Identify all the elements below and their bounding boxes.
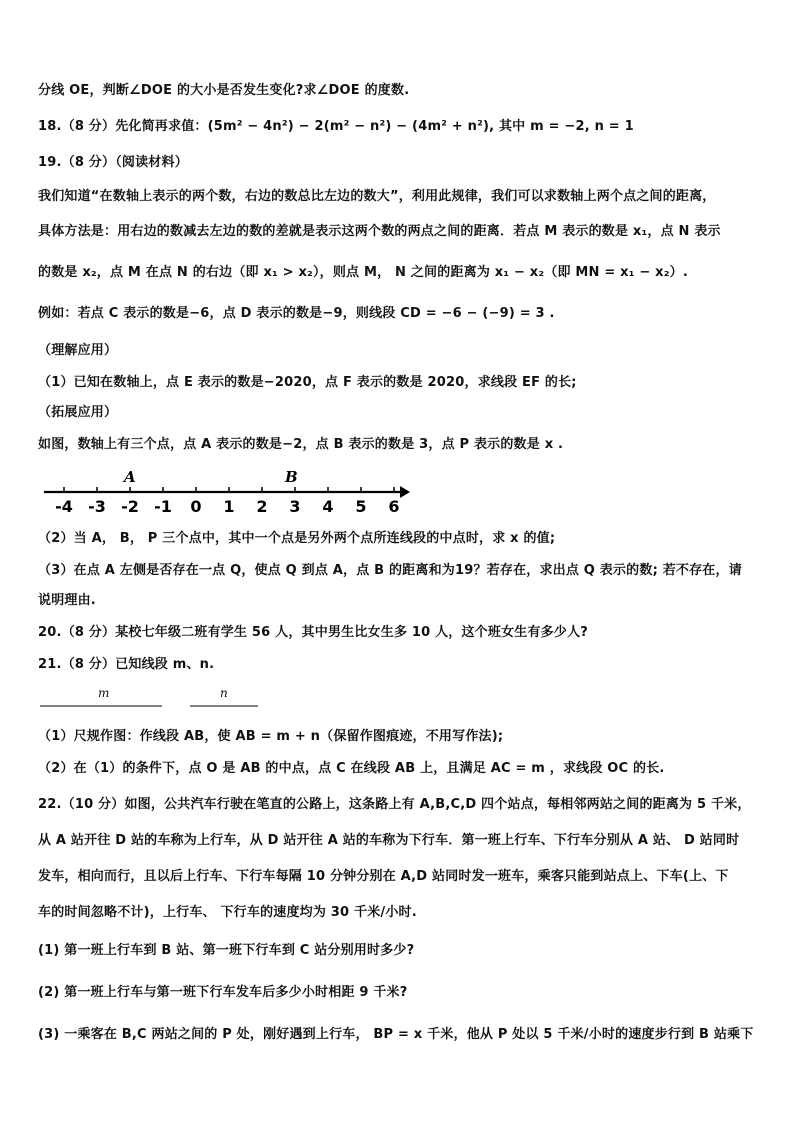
problem-20: 20.（8 分）某校七年级二班有学生 56 人，其中男生比女生多 10 人，这个班女生有多少人? xyxy=(38,625,589,640)
segment-m xyxy=(40,668,164,708)
point-a-label: A xyxy=(124,468,136,486)
number-line-arrow xyxy=(400,486,410,498)
problem-22-q2: (2) 第一班上行车与第一班下行车发车后多少小时相距 9 千米? xyxy=(38,985,408,1000)
tick-label: -3 xyxy=(88,497,106,516)
tick-label: 1 xyxy=(223,497,235,516)
problem-19-title: 19.（8 分）（阅读材料） xyxy=(38,155,188,170)
tick-label: 5 xyxy=(355,497,367,516)
problem-19-text-2: 具体方法是：用右边的数减去左边的数的差就是表示这两个数的两点之间的距离．若点 M 表示的数是 x₁，点 N 表示 xyxy=(38,224,721,239)
tick-label: -2 xyxy=(121,497,139,516)
problem-19-figure-intro: 如图，数轴上有三个点，点 A 表示的数是−2，点 B 表示的数是 3，点 P 表示的数是 x . xyxy=(38,437,564,452)
problem-22-q3: (3) 一乘客在 B,C 两站之间的 P 处，刚好遇到上行车， BP = x 千米，他从 P 处以 5 千米/小时的速度步行到 B 站乘下 xyxy=(38,1027,754,1042)
section-extension: （拓展应用） xyxy=(38,405,118,420)
problem-21-q2: （2）在（1）的条件下，点 O 是 AB 的中点，点 C 在线段 AB 上，且满足 AC = m ，求线段 OC 的长. xyxy=(38,761,665,776)
number-line-figure xyxy=(44,468,414,518)
problem-22-text-1: 22.（10 分）如图，公共汽车行驶在笔直的公路上，这条路上有 A,B,C,D 四个站点，每相邻两站之间的距离为 5 千米， xyxy=(38,797,751,812)
text-line-1: 分线 OE，判断∠DOE 的大小是否发生变化?求∠DOE 的度数. xyxy=(38,83,410,98)
problem-21: 21.（8 分）已知线段 m、n. xyxy=(38,657,215,672)
problem-19-example: 例如：若点 C 表示的数是−6，点 D 表示的数是−9，则线段 CD = −6 − (−9) = 3 . xyxy=(38,306,555,321)
problem-19-q2: （2）当 A， B， P 三个点中，其中一个点是另外两个点所连线段的中点时，求 x 的值; xyxy=(38,531,556,546)
problem-21-q1: （1）尺规作图：作线段 AB，使 AB = m + n（保留作图痕迹，不用写作法); xyxy=(38,729,504,744)
problem-22-text-2: 从 A 站开往 D 站的车称为上行车，从 D 站开往 A 站的车称为下行车．第一班上行车、下行车分别从 A 站、 D 站同时 xyxy=(38,833,740,848)
tick-label: 0 xyxy=(190,497,202,516)
section-understanding: （理解应用） xyxy=(38,343,118,358)
problem-22-q1: (1) 第一班上行车到 B 站、第一班下行车到 C 站分别用时多少? xyxy=(38,943,415,958)
number-line-svg xyxy=(44,468,414,518)
segment-m-label: m xyxy=(98,686,110,700)
tick-label: 2 xyxy=(256,497,268,516)
tick-label: -1 xyxy=(154,497,172,516)
tick-label: 4 xyxy=(322,497,334,516)
problem-19-text-3: 的数是 x₂，点 M 在点 N 的右边（即 x₁ > x₂），则点 M， N 之间的距离为 x₁ − x₂（即 MN = x₁ − x₂）. xyxy=(38,265,689,280)
problem-19-q3: （3）在点 A 左侧是否存在一点 Q，使点 Q 到点 A，点 B 的距离和为19？若存在，求出点 Q 表示的数; 若不存在，请 xyxy=(38,563,742,578)
problem-22-text-4: 车的时间忽略不计)，上行车、 下行车的速度均为 30 千米/小时. xyxy=(38,905,417,920)
segment-m-line xyxy=(40,668,164,708)
problem-19-q3-cont: 说明理由. xyxy=(38,593,96,608)
segment-n-label: n xyxy=(220,686,228,700)
problem-19-text-1: 我们知道“在数轴上表示的两个数，右边的数总比左边的数大”，利用此规律，我们可以求数轴上两个点之间的距离， xyxy=(38,189,716,204)
problem-18: 18.（8 分）先化简再求值：(5m² − 4n²) − 2(m² − n²) − (4m² + n²), 其中 m = −2, n = 1 xyxy=(38,119,634,134)
tick-label: 6 xyxy=(388,497,400,516)
tick-label: 3 xyxy=(289,497,301,516)
tick-label: -4 xyxy=(55,497,73,516)
problem-19-q1: （1）已知在数轴上，点 E 表示的数是−2020，点 F 表示的数是 2020，求线段 EF 的长; xyxy=(38,375,577,390)
segment-n xyxy=(190,668,260,708)
point-b-label: B xyxy=(285,468,298,486)
problem-22-text-3: 发车，相向而行，且以后上行车、下行车每隔 10 分钟分别在 A,D 站同时发一班车，乘客只能到站点上、下车(上、下 xyxy=(38,869,729,884)
segment-n-line xyxy=(190,668,260,708)
